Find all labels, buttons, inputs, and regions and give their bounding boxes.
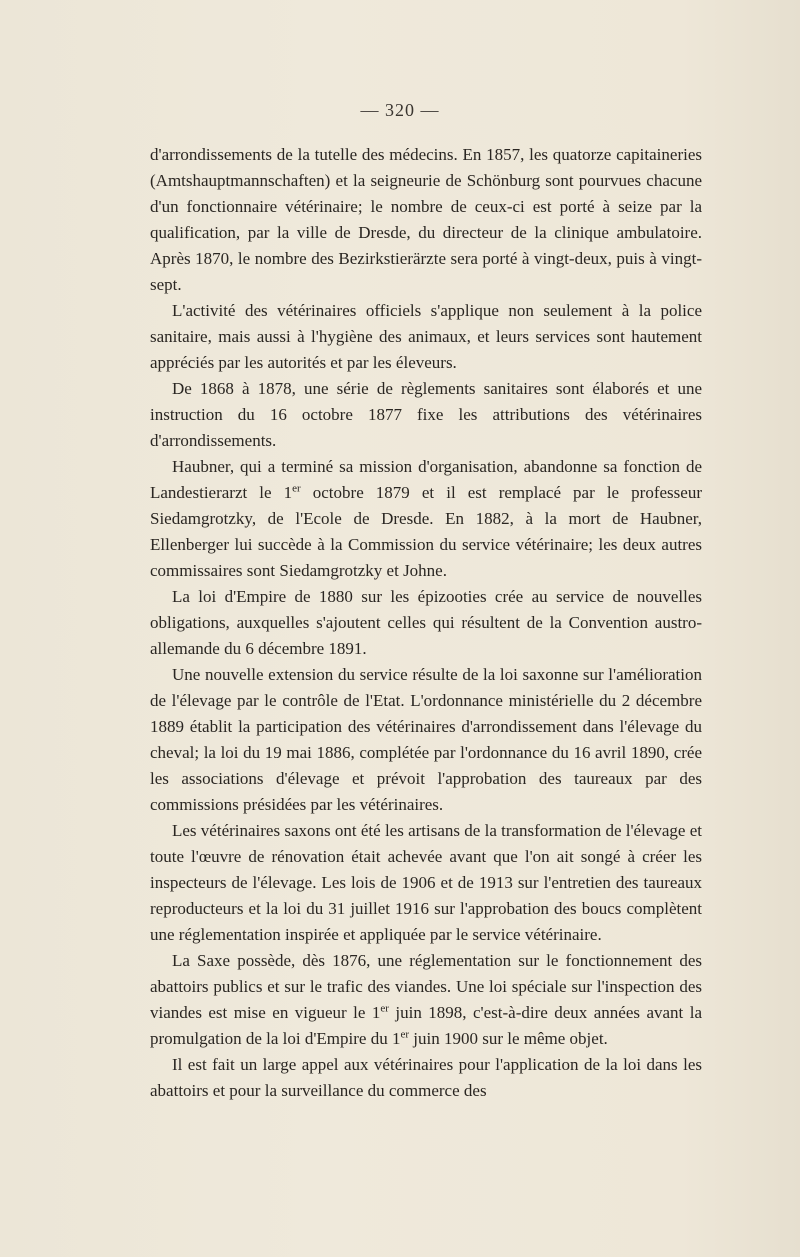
paragraph-5: La loi d'Empire de 1880 sur les épizooties crée au service de nouvelles obligations, auxquelles s'ajoutent celles qui résultent de la Convention austro-allemande du 6 décembre 1891. (150, 587, 702, 658)
superscript-er: er (292, 482, 301, 495)
paragraph-8-part-2: juin 1898, c'est-à-dire deux années avant la promulgation de la loi d'Empire du 1 (150, 1003, 702, 1048)
paragraph-7: Les vétérinaires saxons ont été les artisans de la transformation de l'élevage et toute l'œuvre de rénovation était achevée avant que l'on ait songé à créer les inspecteurs de l'élevage. Les lois de 1906 et de 1913 sur l'entretien des taureaux reproducteurs et la loi du 31 juillet 1916 sur l'approbation des boucs complètent une réglementation inspirée et appliquée par le service vétérinaire. (150, 821, 702, 944)
paragraph-3: De 1868 à 1878, une série de règlements sanitaires sont élaborés et une instruction du 16 octobre 1877 fixe les attributions des vétérinaires d'arrondissements. (150, 379, 702, 450)
paragraph-4-part-2: octobre 1879 et il est remplacé par le professeur Siedamgrotzky, de l'Ecole de Dresde. En 1882, à la mort de Haubner, Ellenberger lui succède à la Commission du service vétérinaire; les deux autres commissaires sont Siedamgrotzky et Johne. (150, 483, 702, 580)
paragraph-4-part-1: Haubner, qui a terminé sa mission d'organisation, abandonne sa fonction de Landestierarzt le 1 (150, 457, 702, 502)
superscript-er: er (400, 1028, 410, 1041)
paragraph-1: d'arrondissements de la tutelle des médecins. En 1857, les quatorze capitaineries (Amtshauptmannschaften) et la seigneurie de Schönburg sont pourvues chacune d'un fonctionnaire vétérinaire; le nombre de ceux-ci est porté à seize par la qualification, par la ville de Dresde, du directeur de la clinique ambulatoire. Après 1870, le nombre des Bezirkstierärzte sera porté à vingt-deux, puis à vingt-sept. (150, 145, 702, 294)
paragraph-8-part-3: juin 1900 sur le même objet. (409, 1029, 608, 1048)
paragraph-2: L'activité des vétérinaires officiels s'applique non seulement à la police sanitaire, mais aussi à l'hygiène des animaux, et leurs services sont hautement appréciés par les autorités et par les éleveurs. (150, 301, 702, 372)
paragraph-8-part-1: La Saxe possède, dès 1876, une réglementation sur le fonctionnement des abattoirs publics et sur le trafic des viandes. Une loi spéciale sur l'inspection des viandes est mise en vigueur le 1 (150, 951, 702, 1022)
superscript-er: er (380, 1002, 389, 1015)
paragraph-4 (150, 454, 702, 584)
body-text (150, 142, 702, 1104)
paragraph-8 (150, 948, 702, 1052)
paragraph-9: Il est fait un large appel aux vétérinaires pour l'application de la loi dans les abattoirs et pour la surveillance du commerce des (150, 1055, 702, 1100)
paragraph-6: Une nouvelle extension du service résulte de la loi saxonne sur l'amélioration de l'élevage par le contrôle de l'Etat. L'ordonnance ministérielle du 2 décembre 1889 établit la participation des vétérinaires d'arrondissement dans l'élevage du cheval; la loi du 19 mai 1886, complétée par l'ordonnance du 16 avril 1890, crée les associations d'élevage et prévoit l'approbation des taureaux par des commissions présidées par les vétérinaires. (150, 665, 702, 814)
page-number: — 320 — (360, 100, 440, 120)
